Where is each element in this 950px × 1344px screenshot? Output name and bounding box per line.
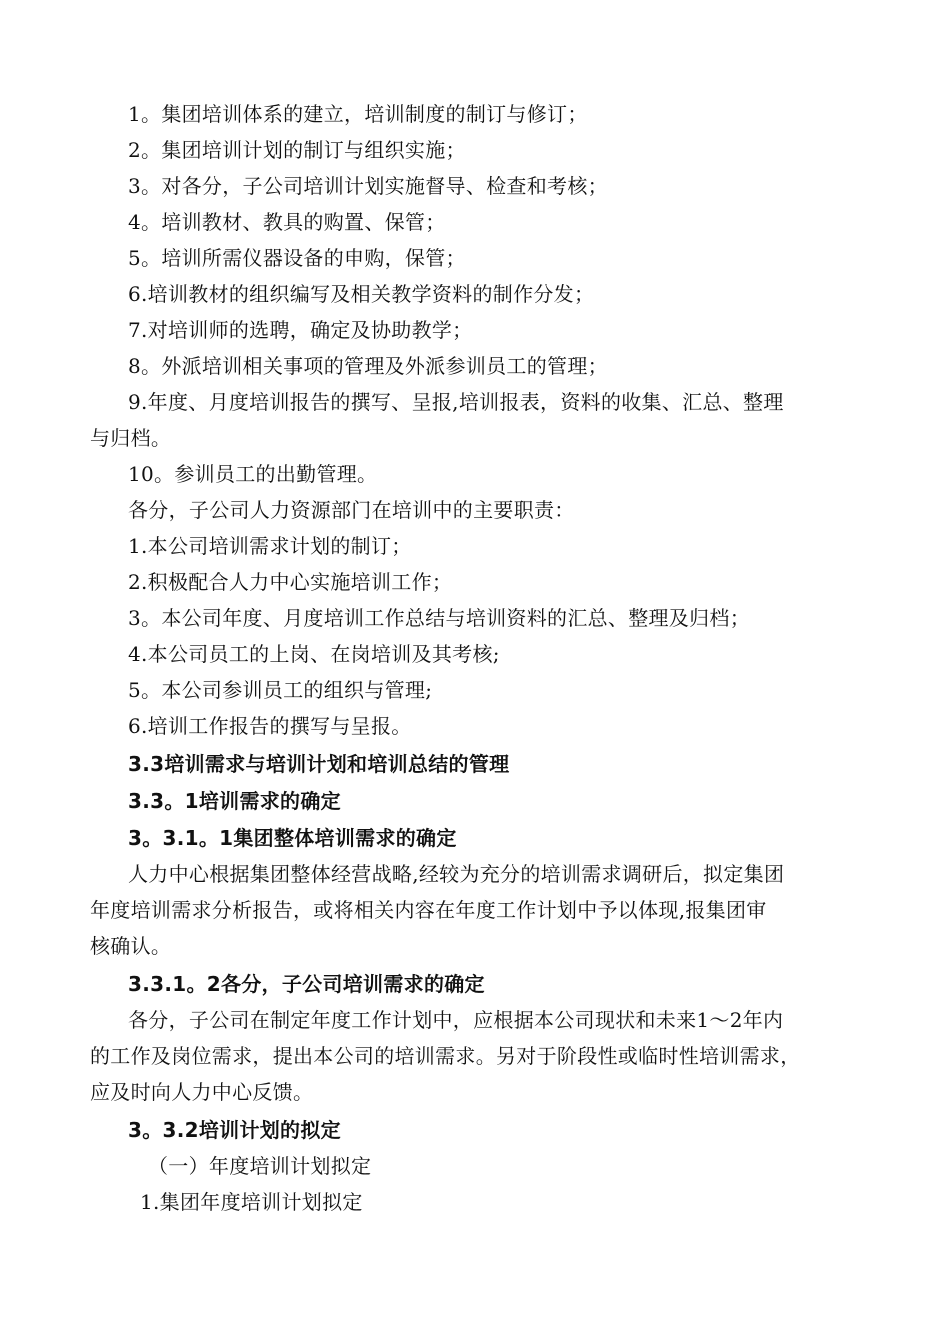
sub-duty-item-3: 3。本公司年度、月度培训工作总结与培训资料的汇总、整理及归档； [128, 606, 751, 630]
subsidiary-duties-heading: 各分，子公司人力资源部门在培训中的主要职责： [128, 498, 575, 522]
duty-item-3: 3。对各分，子公司培训计划实施督导、检查和考核； [128, 174, 608, 198]
section-3-3-heading: 3.3培训需求与培训计划和培训总结的管理 [128, 752, 510, 776]
paragraph-line: 各分，子公司在制定年度工作计划中，应根据本公司现状和未来1～2年内 [128, 1008, 784, 1032]
section-3-3-1-heading: 3.3。1培训需求的确定 [128, 789, 341, 813]
sub-duty-item-5: 5。本公司参训员工的组织与管理; [128, 678, 433, 702]
sub-duty-item-2: 2.积极配合人力中心实施培训工作； [128, 570, 453, 594]
section-3-3-2-heading: 3。3.2培训计划的拟定 [128, 1118, 341, 1142]
duty-item-1: 1。集团培训体系的建立，培训制度的制订与修订； [128, 102, 588, 126]
paragraph-line: 应及时向人力中心反馈。 [90, 1080, 314, 1104]
sub-duty-item-4: 4.本公司员工的上岗、在岗培训及其考核; [128, 642, 500, 666]
duty-item-9-cont: 与归档。 [90, 426, 172, 450]
section-3-3-1-1-heading: 3。3.1。1集团整体培训需求的确定 [128, 826, 457, 850]
sub-duty-item-6: 6.培训工作报告的撰写与呈报。 [128, 714, 412, 738]
section-3-3-1-2-heading: 3.3.1。2各分，子公司培训需求的确定 [128, 972, 485, 996]
duty-item-4: 4。培训教材、教具的购置、保管； [128, 210, 446, 234]
duty-item-10: 10。参训员工的出勤管理。 [128, 462, 378, 486]
annual-plan-subheading: （一）年度培训计划拟定 [148, 1154, 372, 1178]
duty-item-6: 6.培训教材的组织编写及相关教学资料的制作分发； [128, 282, 595, 306]
paragraph-line: 的工作及岗位需求，提出本公司的培训需求。另对于阶段性或临时性培训需求， [90, 1044, 801, 1068]
sub-duty-item-1: 1.本公司培训需求计划的制订； [128, 534, 412, 558]
paragraph-line: 人力中心根据集团整体经营战略,经较为充分的培训需求调研后，拟定集团 [128, 862, 785, 886]
duty-item-7: 7.对培训师的选聘，确定及协助教学； [128, 318, 473, 342]
paragraph-line: 年度培训需求分析报告，或将相关内容在年度工作计划中予以体现,报集团审 [90, 898, 767, 922]
paragraph-line: 核确认。 [90, 934, 172, 958]
duty-item-5: 5。培训所需仪器设备的申购，保管； [128, 246, 466, 270]
group-annual-plan-item: 1.集团年度培训计划拟定 [140, 1190, 363, 1214]
duty-item-9: 9.年度、月度培训报告的撰写、呈报,培训报表，资料的收集、汇总、整理 [128, 390, 784, 414]
duty-item-2: 2。集团培训计划的制订与组织实施； [128, 138, 466, 162]
duty-item-8: 8。外派培训相关事项的管理及外派参训员工的管理； [128, 354, 608, 378]
